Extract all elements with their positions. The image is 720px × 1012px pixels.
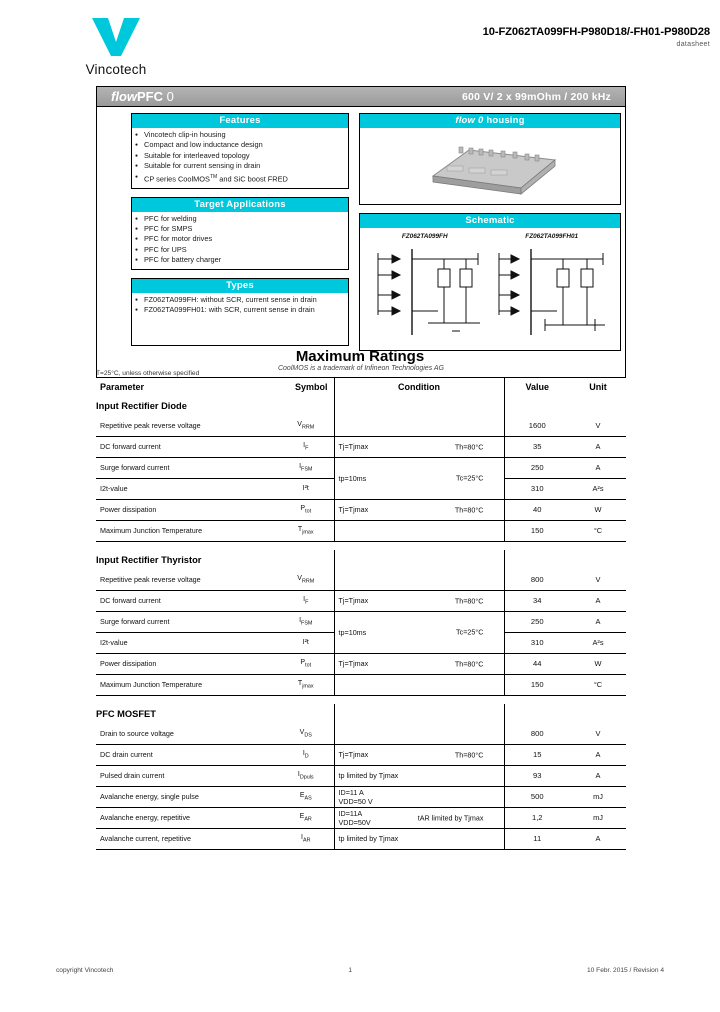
row-parameter: I2t-value <box>96 632 278 653</box>
types-panel <box>131 278 349 346</box>
row-unit: V <box>570 569 626 590</box>
row-unit: A²s <box>570 478 626 499</box>
document-kind: datasheet <box>676 41 710 48</box>
types-title: Types <box>132 279 348 293</box>
list-item: ● CP series CoolMOS™ and SiC boost FRED <box>135 172 345 185</box>
section-spacer-value <box>504 396 570 415</box>
row-parameter: DC forward current <box>96 590 278 611</box>
row-parameter: Avalanche energy, repetitive <box>96 807 278 828</box>
condition-secondary: Th=80°C <box>454 505 484 514</box>
row-condition <box>334 415 504 436</box>
maximum-ratings-table <box>96 378 626 850</box>
list-item: ● PFC for motor drives <box>135 234 345 244</box>
page-title: Maximum Ratings <box>295 348 425 365</box>
condition-primary-b: VDD=50V <box>338 817 371 827</box>
types-body <box>132 293 348 345</box>
row-unit: A <box>570 611 626 632</box>
row-value: 1600 <box>504 415 570 436</box>
row-condition <box>334 744 504 765</box>
row-symbol: $E_{AS}$ <box>278 786 334 807</box>
row-condition <box>334 436 504 457</box>
condition-primary: Tj=Tjmax <box>338 596 369 605</box>
section-spacer-unit <box>570 396 626 415</box>
product-banner <box>97 87 625 107</box>
row-symbol: I²t <box>278 632 334 653</box>
section-spacer-condition <box>334 704 504 723</box>
schematic-figures <box>363 240 617 341</box>
list-item: ● Vincotech clip-in housing <box>135 130 345 140</box>
condition-primary: tp limited by Tjmax <box>338 834 399 843</box>
table-row <box>96 765 626 786</box>
table-row <box>96 499 626 520</box>
row-parameter: Repetitive peak reverse voltage <box>96 569 278 590</box>
table-row <box>96 590 626 611</box>
table-row <box>96 436 626 457</box>
row-parameter: Power dissipation <box>96 499 278 520</box>
section-spacer-value <box>504 550 570 569</box>
schematic-label-left: FZ062TA099FH <box>401 233 448 240</box>
row-condition <box>334 569 504 590</box>
target-applications-panel <box>131 197 349 270</box>
column-header-value: Value <box>525 382 549 392</box>
row-parameter: I2t-value <box>96 478 278 499</box>
row-condition <box>334 590 504 611</box>
row-condition <box>334 786 504 807</box>
list-item: ● PFC for battery charger <box>135 255 345 265</box>
product-left-column <box>101 113 349 359</box>
schematic-title: Schematic <box>360 214 620 228</box>
row-symbol: I²t <box>278 478 334 499</box>
condition-primary: Tj=Tjmax <box>338 505 369 514</box>
schematic-label-right: FZ062TA099FH01 <box>525 233 579 240</box>
row-value: 250 <box>504 611 570 632</box>
section-title: PFC MOSFET <box>96 704 334 723</box>
product-body <box>97 107 625 361</box>
table-row <box>96 611 626 632</box>
condition-primary: ID=11 A <box>338 787 364 797</box>
section-spacer-unit <box>570 550 626 569</box>
row-parameter: Surge forward current <box>96 457 278 478</box>
row-unit: V <box>570 415 626 436</box>
row-value: 310 <box>504 478 570 499</box>
housing-panel <box>359 113 621 205</box>
row-unit: °C <box>570 520 626 541</box>
features-panel <box>131 113 349 189</box>
condition-secondary: Th=80°C <box>454 442 484 451</box>
features-list <box>135 130 345 185</box>
row-symbol: $P_{tot}$ <box>278 499 334 520</box>
row-symbol: $V_{DS}$ <box>278 723 334 744</box>
condition-secondary: Th=80°C <box>454 659 484 668</box>
section-title: Input Rectifier Diode <box>96 396 334 415</box>
vincotech-v-icon <box>88 16 144 58</box>
row-unit: A²s <box>570 632 626 653</box>
row-unit: V <box>570 723 626 744</box>
table-header-row <box>96 378 626 396</box>
schematic-labels <box>363 230 617 240</box>
condition-primary: tp limited by Tjmax <box>338 771 399 780</box>
schematic-diagram-left-icon <box>368 243 490 341</box>
row-condition <box>334 723 504 744</box>
row-symbol: $I_{Dpuls}$ <box>278 765 334 786</box>
company-name: Vincotech <box>85 62 147 77</box>
column-header-parameter: Parameter <box>100 382 145 392</box>
section-header-row <box>96 550 626 569</box>
condition-primary-b: VDD=50 V <box>338 796 373 806</box>
list-item: ● PFC for SMPS <box>135 224 345 234</box>
condition-secondary: Th=80°C <box>454 596 484 605</box>
product-family-zero: 0 <box>166 89 174 104</box>
row-value: 11 <box>504 828 570 849</box>
document-header <box>0 0 720 82</box>
row-symbol: $I_F$ <box>278 436 334 457</box>
product-spec: 600 V/ 2 x 99mOhm / 200 kHz <box>462 90 611 103</box>
table-row <box>96 415 626 436</box>
list-item: ● Compact and low inductance design <box>135 140 345 150</box>
row-parameter: Surge forward current <box>96 611 278 632</box>
row-condition <box>334 611 504 653</box>
list-item: ● FZ062TA099FH: without SCR, current sense in drain <box>135 295 345 305</box>
row-unit: mJ <box>570 807 626 828</box>
row-unit: mJ <box>570 786 626 807</box>
section-gap <box>96 541 626 550</box>
row-unit: A <box>570 765 626 786</box>
table-row <box>96 520 626 541</box>
row-symbol: $I_{FSM}$ <box>278 611 334 632</box>
row-value: 35 <box>504 436 570 457</box>
row-symbol: $P_{tot}$ <box>278 653 334 674</box>
row-condition <box>334 807 504 828</box>
condition-secondary: Tc=25°C <box>456 627 484 637</box>
condition-primary: Tj=Tjmax <box>338 442 369 451</box>
condition-primary: tp=10ms <box>338 627 367 637</box>
row-unit: °C <box>570 674 626 695</box>
row-value: 500 <box>504 786 570 807</box>
condition-primary: ID=11A <box>338 808 363 818</box>
condition-secondary: Tc=25°C <box>456 473 484 483</box>
types-list <box>135 295 345 316</box>
table-row <box>96 674 626 695</box>
row-condition <box>334 828 504 849</box>
row-value: 44 <box>504 653 570 674</box>
features-title: Features <box>132 114 348 128</box>
part-number-block <box>483 26 710 48</box>
schematic-diagram-right-icon <box>491 243 613 341</box>
row-symbol: $T_{jmax}$ <box>278 674 334 695</box>
row-condition <box>334 499 504 520</box>
trademark-note: CoolMOS is a trademark of Infineon Technologies AG <box>277 365 444 372</box>
target-applications-body <box>132 212 348 269</box>
row-symbol: $V_{RRM}$ <box>278 569 334 590</box>
row-value: 93 <box>504 765 570 786</box>
table-row <box>96 786 626 807</box>
list-item: ● FZ062TA099FH01: with SCR, current sense in drain <box>135 305 345 315</box>
list-item: ● Suitable for interleaved topology <box>135 151 345 161</box>
row-symbol: $I_{AR}$ <box>278 828 334 849</box>
table-row <box>96 828 626 849</box>
product-right-column <box>349 113 621 359</box>
row-value: 800 <box>504 723 570 744</box>
part-number: 10-FZ062TA099FH-P980D18/-FH01-P980D28 <box>482 26 710 38</box>
footer-copyright: copyright Vincotech <box>56 967 114 974</box>
section-spacer-condition <box>334 396 504 415</box>
row-value: 1,2 <box>504 807 570 828</box>
list-item: ● PFC for UPS <box>135 245 345 255</box>
row-parameter: DC forward current <box>96 436 278 457</box>
section-header-row <box>96 704 626 723</box>
row-symbol: $I_{FSM}$ <box>278 457 334 478</box>
row-symbol: $V_{RRM}$ <box>278 415 334 436</box>
row-value: 800 <box>504 569 570 590</box>
row-value: 34 <box>504 590 570 611</box>
condition-primary: Tj=Tjmax <box>338 750 369 759</box>
table-row <box>96 744 626 765</box>
list-item: ● PFC for welding <box>135 214 345 224</box>
table-row <box>96 723 626 744</box>
row-value: 250 <box>504 457 570 478</box>
product-family-rest: PFC <box>137 89 163 104</box>
schematic-body <box>360 228 620 350</box>
row-unit: A <box>570 436 626 457</box>
column-header-condition: Condition <box>334 378 504 396</box>
page-footer <box>0 967 720 974</box>
footer-page-number: 1 <box>348 967 353 974</box>
row-condition <box>334 653 504 674</box>
row-parameter: Avalanche energy, single pulse <box>96 786 278 807</box>
row-parameter: Pulsed drain current <box>96 765 278 786</box>
row-unit: A <box>570 590 626 611</box>
table-row <box>96 457 626 478</box>
row-parameter: Drain to source voltage <box>96 723 278 744</box>
row-symbol: $I_D$ <box>278 744 334 765</box>
column-header-unit: Unit <box>589 382 607 392</box>
section-spacer-value <box>504 704 570 723</box>
row-symbol: $T_{jmax}$ <box>278 520 334 541</box>
row-parameter: Repetitive peak reverse voltage <box>96 415 278 436</box>
row-condition <box>334 674 504 695</box>
product-family-italic: flow <box>111 89 137 104</box>
condition-secondary: Th=80°C <box>454 750 484 759</box>
row-condition <box>334 765 504 786</box>
table-row <box>96 653 626 674</box>
section-spacer-unit <box>570 704 626 723</box>
ratings-condition-note: T=25°C, unless otherwise specified <box>96 370 200 377</box>
table-row <box>96 569 626 590</box>
section-title: Input Rectifier Thyristor <box>96 550 334 569</box>
schematic-panel <box>359 213 621 351</box>
row-unit: W <box>570 653 626 674</box>
condition-primary: Tj=Tjmax <box>338 659 369 668</box>
row-value: 310 <box>504 632 570 653</box>
target-applications-list <box>135 214 345 266</box>
company-logo <box>56 16 176 77</box>
housing-title <box>360 114 620 128</box>
row-value: 40 <box>504 499 570 520</box>
row-parameter: DC drain current <box>96 744 278 765</box>
section-header-row <box>96 396 626 415</box>
row-condition <box>334 520 504 541</box>
section-gap <box>96 695 626 704</box>
footer-revision: 10 Febr. 2015 / Revision 4 <box>587 967 664 974</box>
row-parameter: Maximum Junction Temperature <box>96 520 278 541</box>
row-unit: A <box>570 828 626 849</box>
housing-image <box>360 128 620 204</box>
features-body <box>132 128 348 188</box>
row-parameter: Power dissipation <box>96 653 278 674</box>
row-value: 150 <box>504 520 570 541</box>
row-symbol: $I_F$ <box>278 590 334 611</box>
housing-title-italic: flow 0 <box>455 115 484 126</box>
row-unit: A <box>570 457 626 478</box>
row-symbol: $E_{AR}$ <box>278 807 334 828</box>
product-overview-box <box>96 86 626 378</box>
row-value: 15 <box>504 744 570 765</box>
condition-primary: tp=10ms <box>338 473 367 483</box>
row-condition <box>334 457 504 499</box>
condition-secondary: tAR limited by Tjmax <box>417 813 484 822</box>
section-spacer-condition <box>334 550 504 569</box>
module-photo-icon <box>363 130 625 202</box>
row-unit: A <box>570 744 626 765</box>
column-header-symbol: Symbol <box>294 382 328 392</box>
housing-title-rest: housing <box>486 115 525 126</box>
product-family-title <box>111 89 174 104</box>
table-row <box>96 807 626 828</box>
target-applications-title: Target Applications <box>132 198 348 212</box>
row-value: 150 <box>504 674 570 695</box>
row-parameter: Maximum Junction Temperature <box>96 674 278 695</box>
row-parameter: Avalanche current, repetitive <box>96 828 278 849</box>
row-unit: W <box>570 499 626 520</box>
list-item: ● Suitable for current sensing in drain <box>135 161 345 171</box>
